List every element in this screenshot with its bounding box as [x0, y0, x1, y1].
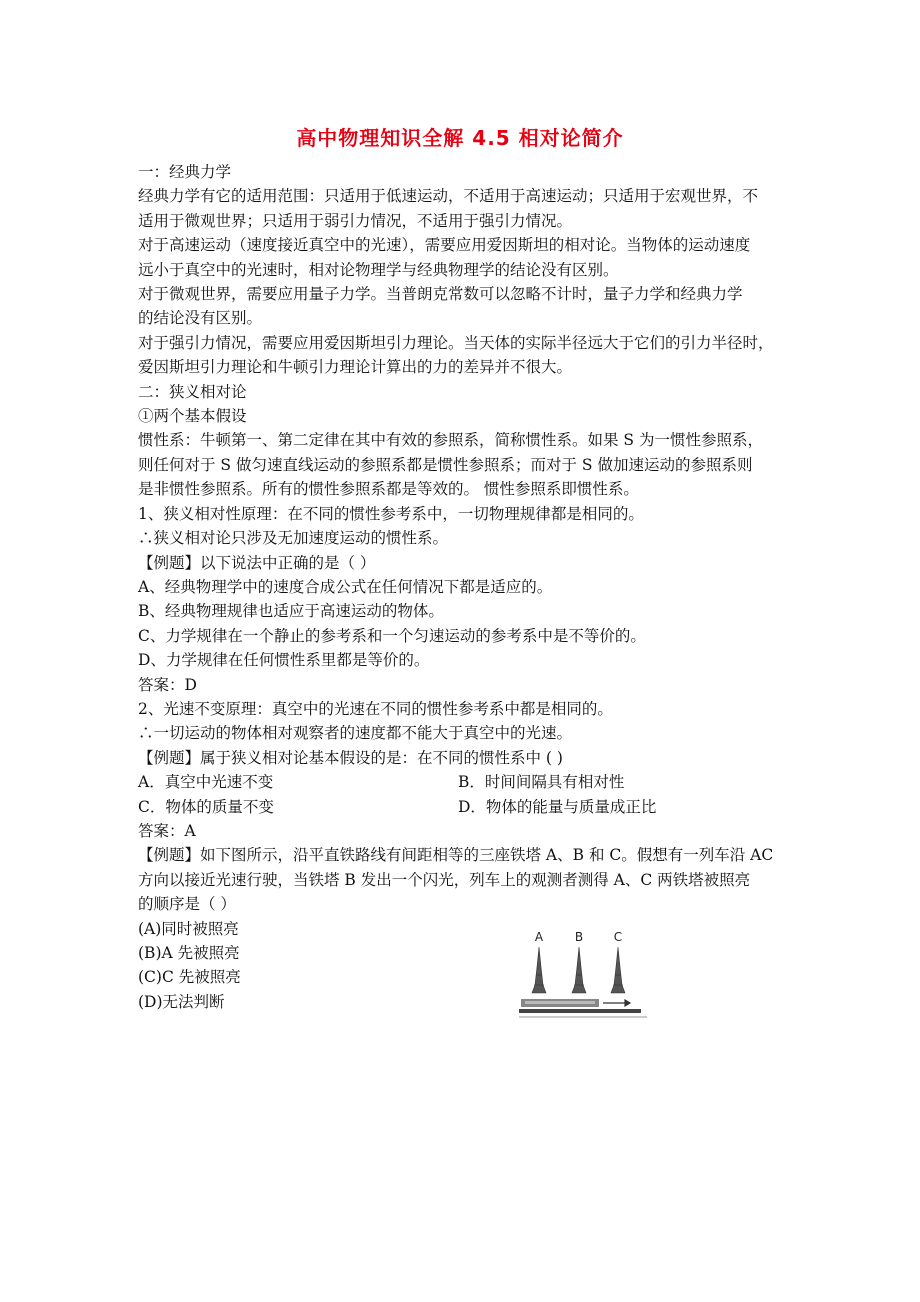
- tower-label-c: C: [613, 930, 623, 944]
- text-line: 的结论没有区别。: [138, 309, 263, 328]
- text-line: 1、狭义相对性原理：在不同的惯性参考系中，一切物理规律都是相同的。: [138, 504, 644, 523]
- text-line: 则任何对于 S 做匀速直线运动的参照系都是惯性参照系；而对于 S 做加速运动的参照系则: [138, 455, 753, 474]
- text-line: 远小于真空中的光速时，相对论物理学与经典物理学的结论没有区别。: [138, 260, 619, 279]
- train-icon: [521, 999, 599, 1007]
- text-line: 对于强引力情况，需要应用爱因斯坦引力理论。当天体的实际半径远大于它们的引力半径时，: [138, 333, 774, 352]
- arrow-right-icon: [603, 1000, 630, 1006]
- option-b: B．时间间隔具有相对性: [458, 773, 625, 792]
- tower-c-icon: [611, 947, 625, 993]
- text-line: 2、光速不变原理：真空中的光速在不同的惯性参考系中都是相同的。: [138, 699, 613, 718]
- text-line: 二：狭义相对论: [138, 382, 247, 401]
- text-line: (B)A 先被照亮: [138, 944, 240, 962]
- text-line: ∴一切运动的物体相对观察者的速度都不能大于真空中的光速。: [138, 724, 573, 743]
- text-line: 方向以接近光速行驶，当铁塔 B 发出一个闪光，列车上的观测者测得 A、C 两铁塔被照亮: [138, 870, 751, 889]
- option-c: C．物体的质量不变: [138, 797, 274, 816]
- document-body: [138, 160, 788, 1014]
- option-d: D．物体的能量与质量成正比: [458, 797, 657, 816]
- text-line: 适用于微观世界；只适用于弱引力情况，不适用于强引力情况。: [138, 211, 573, 230]
- railway-track: [519, 1009, 641, 1013]
- text-line: ①两个基本假设: [138, 407, 247, 426]
- text-line: C、力学规律在一个静止的参考系和一个匀速运动的参考系中是不等价的。: [138, 626, 646, 645]
- text-line: (A)同时被照亮: [138, 919, 239, 938]
- text-line: B、经典物理规律也适应于高速运动的物体。: [138, 602, 444, 621]
- tower-a-icon: [532, 947, 546, 993]
- text-line: 对于高速运动（速度接近真空中的光速），需要应用爱因斯坦的相对论。当物体的运动速度: [138, 236, 751, 255]
- text-line: 【例题】属于狭义相对论基本假设的是：在不同的惯性系中 ( ): [138, 748, 563, 767]
- text-line: (C)C 先被照亮: [138, 968, 241, 987]
- option-a: A．真空中光速不变: [138, 773, 274, 792]
- option-row: [138, 795, 788, 819]
- text-line: 【例题】如下图所示，沿平直铁路线有间距相等的三座铁塔 A、B 和 C。假想有一列车沿 AC: [138, 846, 774, 865]
- text-line: 对于微观世界，需要应用量子力学。当普朗克常数可以忽略不计时，量子力学和经典力学: [138, 285, 743, 304]
- text-line: 经典力学有它的适用范围：只适用于低速运动，不适用于高速运动；只适用于宏观世界，不: [138, 187, 759, 206]
- tower-label-a: A: [534, 930, 544, 944]
- text-line: (D)无法判断: [138, 992, 225, 1011]
- text-line: 答案：D: [138, 675, 197, 694]
- tower-label-b: B: [574, 930, 584, 944]
- text-line: 惯性系：牛顿第一、第二定律在其中有效的参照系，简称惯性系。如果 S 为一惯性参照系，: [138, 431, 763, 450]
- text-line: 的顺序是（ ）: [138, 895, 236, 914]
- option-row: [138, 770, 788, 794]
- document-title: 高中物理知识全解 4.5 相对论简介: [296, 126, 624, 150]
- text-line: D、力学规律在任何惯性系里都是等价的。: [138, 651, 430, 670]
- text-line: 【例题】以下说法中正确的是（ ）: [138, 553, 376, 572]
- text-line: 爱因斯坦引力理论和牛顿引力理论计算出的力的差异并不很大。: [138, 358, 573, 377]
- text-line: A、经典物理学中的速度合成公式在任何情况下都是适应的。: [138, 577, 553, 596]
- text-line: 是非惯性参照系。所有的惯性参照系都是等效的。 惯性参照系即惯性系。: [138, 480, 639, 499]
- text-line: 答案：A: [138, 821, 196, 840]
- text-line: ∴狭义相对论只涉及无加速度运动的惯性系。: [138, 529, 449, 548]
- railway-towers-figure: [517, 927, 662, 1024]
- tower-b-icon: [572, 947, 586, 993]
- text-line: 一：经典力学: [138, 163, 232, 181]
